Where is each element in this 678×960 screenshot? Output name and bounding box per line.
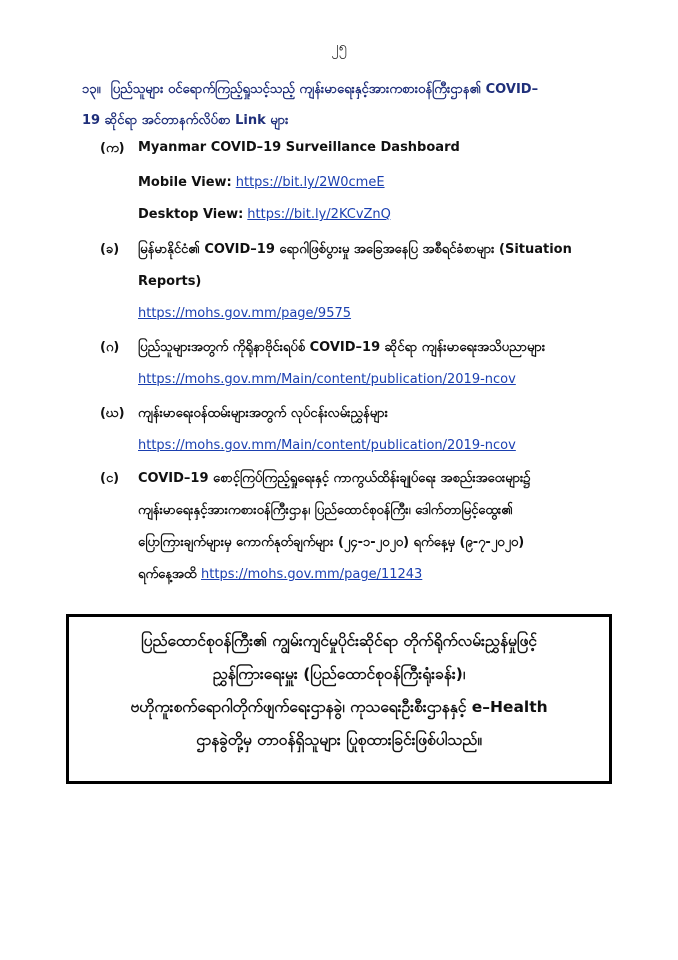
section-heading	[82, 74, 642, 136]
item-text-line-2: ကျန်းမာရေးနှင့်အားကစားဝန်ကြီးဌာန၊ ပြည်ထောင်စုဝန်ကြီး၊ ဒေါက်တာမြင့်ထွေး၏	[138, 503, 513, 518]
credits-box	[66, 614, 612, 784]
item-marker: (ဃ)	[100, 406, 125, 421]
item-text-line-1: COVID–19 စောင့်ကြပ်ကြည့်ရှုရေးနှင့် ကာကွယ်ထိန်းချုပ်ရေး အစည်းအဝေးများ၌	[138, 471, 531, 486]
list-item-ga	[100, 332, 640, 396]
mobile-view-link[interactable]: https://bit.ly/2W0cmeE	[235, 175, 385, 190]
credits-line-3: ဗဟိုကူးစက်ရောဂါတိုက်ဖျက်ရေးဌာနခွဲ၊ ကုသရေးဦးစီးဌာနနှင့် e–Health	[130, 698, 548, 716]
item-title: Myanmar COVID–19 Surveillance Dashboard	[138, 140, 460, 155]
item-marker: (ခ)	[100, 242, 120, 257]
mobile-view-label: Mobile View:	[138, 175, 232, 190]
situation-reports-link[interactable]: https://mohs.gov.mm/page/9575	[138, 306, 352, 321]
item-text-line-1: ကျန်းမာရေးဝန်ထမ်းများအတွက် လုပ်ငန်းလမ်းညွှန်များ	[138, 406, 388, 421]
item-text-line-4: ရက်နေ့အထိ	[138, 567, 197, 582]
heading-line-2: 19 ဆိုင်ရာ အင်တာနက်လိပ်စာ Link များ	[82, 113, 289, 128]
item-text-line-2: Reports)	[138, 274, 202, 289]
credits-line-2: ညွှန်ကြားရေးမှူး (ပြည်ထောင်စုဝန်ကြီးရုံးခန်း)၊	[212, 665, 466, 683]
item-text-line-1: မြန်မာနိုင်ငံ၏ COVID–19 ရောဂါဖြစ်ပွားမှု အခြေအနေပြ အစီရင်ခံစာများ (Situation	[138, 242, 572, 257]
item-text-line-1: ပြည်သူများအတွက် ကိုရိုနာဗိုင်းရပ်စ် COVID–19 ဆိုင်ရာ ကျန်းမာရေးအသိပညာများ	[138, 340, 546, 355]
item-marker: (က)	[100, 141, 125, 156]
page-number: ၂၅	[331, 38, 347, 56]
desktop-view-link[interactable]: https://bit.ly/2KCvZnQ	[247, 207, 391, 222]
desktop-view-row	[138, 207, 391, 222]
heading-line-1: ပြည်သူများ ဝင်ရောက်ကြည့်ရှုသင့်သည့် ကျန်းမာရေးနှင့်အားကစားဝန်ကြီးဌာန၏ COVID–	[110, 82, 539, 97]
item-marker: (င)	[100, 471, 120, 486]
item-text-line-3: ပြောကြားချက်များမှ ကောက်နုတ်ချက်များ (၂၄-၁-၂၀၂၀) ရက်နေ့မှ (၉-၇-၂၀၂၀)	[138, 535, 525, 550]
credits-line-1: ပြည်ထောင်စုဝန်ကြီး၏ ကျွမ်းကျင်မှုပိုင်းဆိုင်ရာ တိုက်ရိုက်လမ်းညွှန်မှုဖြင့်	[141, 632, 537, 650]
list-item-ka	[100, 140, 640, 155]
health-staff-guidelines-link[interactable]: https://mohs.gov.mm/Main/content/publication/2019-ncov	[138, 438, 516, 453]
mobile-view-row	[138, 175, 385, 190]
credits-line-4: ဌာနခွဲတို့မှ တာဝန်ရှိသူများ ပြုစုထားခြင်းဖြစ်ပါသည်။	[196, 731, 482, 749]
list-item-gha	[100, 398, 640, 462]
list-item-kha	[100, 234, 640, 330]
heading-number: ၁၃။	[82, 82, 101, 97]
desktop-view-label: Desktop View:	[138, 207, 244, 222]
public-knowledge-link[interactable]: https://mohs.gov.mm/Main/content/publication/2019-ncov	[138, 372, 516, 387]
item-marker: (ဂ)	[100, 340, 120, 355]
list-item-nga	[100, 463, 640, 591]
minister-remarks-link[interactable]: https://mohs.gov.mm/page/11243	[201, 567, 423, 582]
